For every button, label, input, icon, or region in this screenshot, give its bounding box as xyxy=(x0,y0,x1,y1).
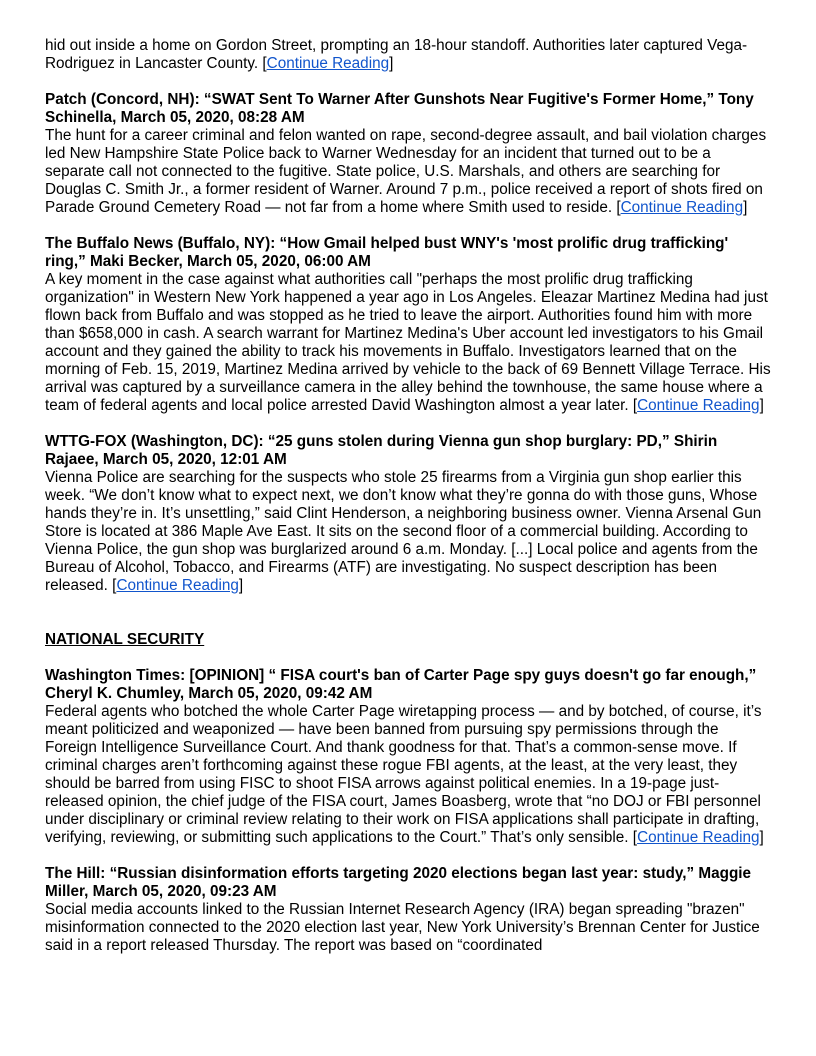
continue-reading-link[interactable]: Continue Reading xyxy=(266,55,390,72)
article-body: The hunt for a career criminal and felon wanted on rape, second-degree assault, and bail violation charges led New Hampshire State Police back to Warner Wednesday for an incident that turned out to be a separate call not connected to the fugitive. State police, U.S. Marshals, and others are searching for Douglas C. Smith Jr., a former resident of Warner. Around 7 p.m., police received a report of shots fired on Parade Ground Cemetery Road — not far from a home where Smith used to reside. [Continue Reading] xyxy=(45,127,767,216)
article-body: Vienna Police are searching for the suspects who stole 25 firearms from a Virginia gun shop earlier this week. “We don’t know what to expect next, we don’t know what they’re gonna do with those guns, Whose hands they’re in. It’s unsettling,” said Clint Henderson, a neighboring business owner. Vienna Arsenal Gun Store is located at 386 Maple Ave East. It sits on the second floor of a commercial building. According to Vienna Police, the gun shop was burglarized around 6 a.m. Monday. [...] Local police and agents from the Bureau of Alcohol, Tobacco, and Firearms (ATF) are investigating. No suspect description has been released. [Continue Reading] xyxy=(45,469,762,594)
article-body: Federal agents who botched the whole Carter Page wiretapping process — and by botched, of course, it’s meant politicized and weaponized — have been banned from pursuing spy permissions through the Foreign Intelligence Surveillance Court. And thank goodness for that. That’s a common-sense move. If criminal charges aren’t forthcoming against these rogue FBI agents, at the least, at the very least, they should be barred from using FISC to shoot FISA arrows against political enemies. In a 19-page just-released opinion, the chief judge of the FISA court, James Boasberg, wrote that “no DOJ or FBI personnel under disciplinary or criminal review relating to their work on FISA applications shall participate in drafting, verifying, reviewing, or submitting such applications to the Court.” That’s only sensible. [Continue Reading] xyxy=(45,703,764,846)
article xyxy=(45,235,773,415)
article-body: A key moment in the case against what authorities call "perhaps the most prolific drug trafficking organization" in Western New York happened a year ago in Los Angeles. Eleazar Martinez Medina had just flown back from Buffalo and was stopped as he tried to leave the airport. Authorities found him with more than $658,000 in cash. A search warrant for Martinez Medina's Uber account led investigators to his Gmail account and they gained the ability to track his movements in Buffalo. Investigators learned that on the morning of Feb. 15, 2019, Martinez Medina arrived by vehicle to the back of 69 Bennett Village Terrace. His arrival was captured by a surveillance camera in the alley behind the townhouse, the same house where a team of federal agents and local police arrested David Washington almost a year later. [Continue Reading] xyxy=(45,271,771,414)
intro-paragraph: hid out inside a home on Gordon Street, prompting an 18-hour standoff. Authorities later captured Vega-Rodriguez in Lancaster County. [Continue Reading] xyxy=(45,37,748,72)
article-headline: Patch (Concord, NH): “SWAT Sent To Warner After Gunshots Near Fugitive's Former Home,” Tony Schinella, March 05, 2020, 08:28 AM xyxy=(45,91,754,126)
document-page xyxy=(45,37,773,973)
article xyxy=(45,433,773,595)
article-headline: The Hill: “Russian disinformation efforts targeting 2020 elections began last year: study,” Maggie Miller, March 05, 2020, 09:23 AM xyxy=(45,865,752,900)
article xyxy=(45,667,773,847)
continue-reading-link[interactable]: Continue Reading xyxy=(620,199,744,216)
article-headline: The Buffalo News (Buffalo, NY): “How Gmail helped bust WNY's 'most prolific drug trafficking' ring,” Maki Becker, March 05, 2020, 06:00 AM xyxy=(45,235,729,270)
continue-reading-link[interactable]: Continue Reading xyxy=(637,397,760,414)
article-headline: WTTG-FOX (Washington, DC): “25 guns stolen during Vienna gun shop burglary: PD,” Shirin Rajaee, March 05, 2020, 12:01 AM xyxy=(45,433,718,468)
article-body: Social media accounts linked to the Russian Internet Research Agency (IRA) began spreading "brazen" misinformation connected to the 2020 election last year, New York University’s Brennan Center for Justice said in a report released Thursday. The report was based on “coordinated xyxy=(45,901,760,954)
article-body-text: Federal agents who botched the whole Carter Page wiretapping process — and by botched, of course, it’s meant politicized and weaponized — have been banned from pursuing spy permissions through the Foreign Intelligence Surveillance Court. And thank goodness for that. That’s a common-sense move. If criminal charges aren’t forthcoming against these rogue FBI agents, at the least, at the very least, they should be barred from using FISC to shoot FISA arrows against political enemies. In a 19-page just-released opinion, the chief judge of the FISA court, James Boasberg, wrote that “no DOJ or FBI personnel under disciplinary or criminal review relating to their work on FISA applications shall participate in drafting, verifying, reviewing, or submitting such applications to the Court.” That’s only sensible. xyxy=(45,703,762,846)
article-body-text: Vienna Police are searching for the suspects who stole 25 firearms from a Virginia gun shop earlier this week. “We don’t know what to expect next, we don’t know what they’re gonna do with those guns, Whose hands they’re in. It’s unsettling,” said Clint Henderson, a neighboring business owner. Vienna Arsenal Gun Store is located at 386 Maple Ave East. It sits on the second floor of a commercial building. According to Vienna Police, the gun shop was burglarized around 6 a.m. Monday. [...] Local police and agents from the Bureau of Alcohol, Tobacco, and Firearms (ATF) are investigating. No suspect description has been released. xyxy=(45,469,762,594)
continue-reading-link[interactable]: Continue Reading xyxy=(637,829,760,846)
article-headline: Washington Times: [OPINION] “ FISA court's ban of Carter Page spy guys doesn't go far enough,” Cheryl K. Chumley, March 05, 2020, 09:42 AM xyxy=(45,667,757,702)
article-body-text: The hunt for a career criminal and felon wanted on rape, second-degree assault, and bail violation charges led New Hampshire State Police back to Warner Wednesday for an incident that turned out to be a separate call not connected to the fugitive. State police, U.S. Marshals, and others are searching for Douglas C. Smith Jr., a former resident of Warner. Around 7 p.m., police received a report of shots fired on Parade Ground Cemetery Road — not far from a home where Smith used to reside. xyxy=(45,127,767,216)
continue-reading-link[interactable]: Continue Reading xyxy=(116,577,239,594)
article xyxy=(45,865,773,955)
article-body-text: A key moment in the case against what authorities call "perhaps the most prolific drug trafficking organization" in Western New York happened a year ago in Los Angeles. Eleazar Martinez Medina had just flown back from Buffalo and was stopped as he tried to leave the airport. Authorities found him with more than $658,000 in cash. A search warrant for Martinez Medina's Uber account led investigators to his Gmail account and they gained the ability to track his movements in Buffalo. Investigators learned that on the morning of Feb. 15, 2019, Martinez Medina arrived by vehicle to the back of 69 Bennett Village Terrace. His arrival was captured by a surveillance camera in the alley behind the townhouse, the same house where a team of federal agents and local police arrested David Washington almost a year later. xyxy=(45,271,771,414)
article xyxy=(45,91,773,217)
section-heading: NATIONAL SECURITY xyxy=(45,631,205,648)
intro-text: hid out inside a home on Gordon Street, prompting an 18-hour standoff. Authorities later captured Vega-Rodriguez in Lancaster County. xyxy=(45,37,748,72)
